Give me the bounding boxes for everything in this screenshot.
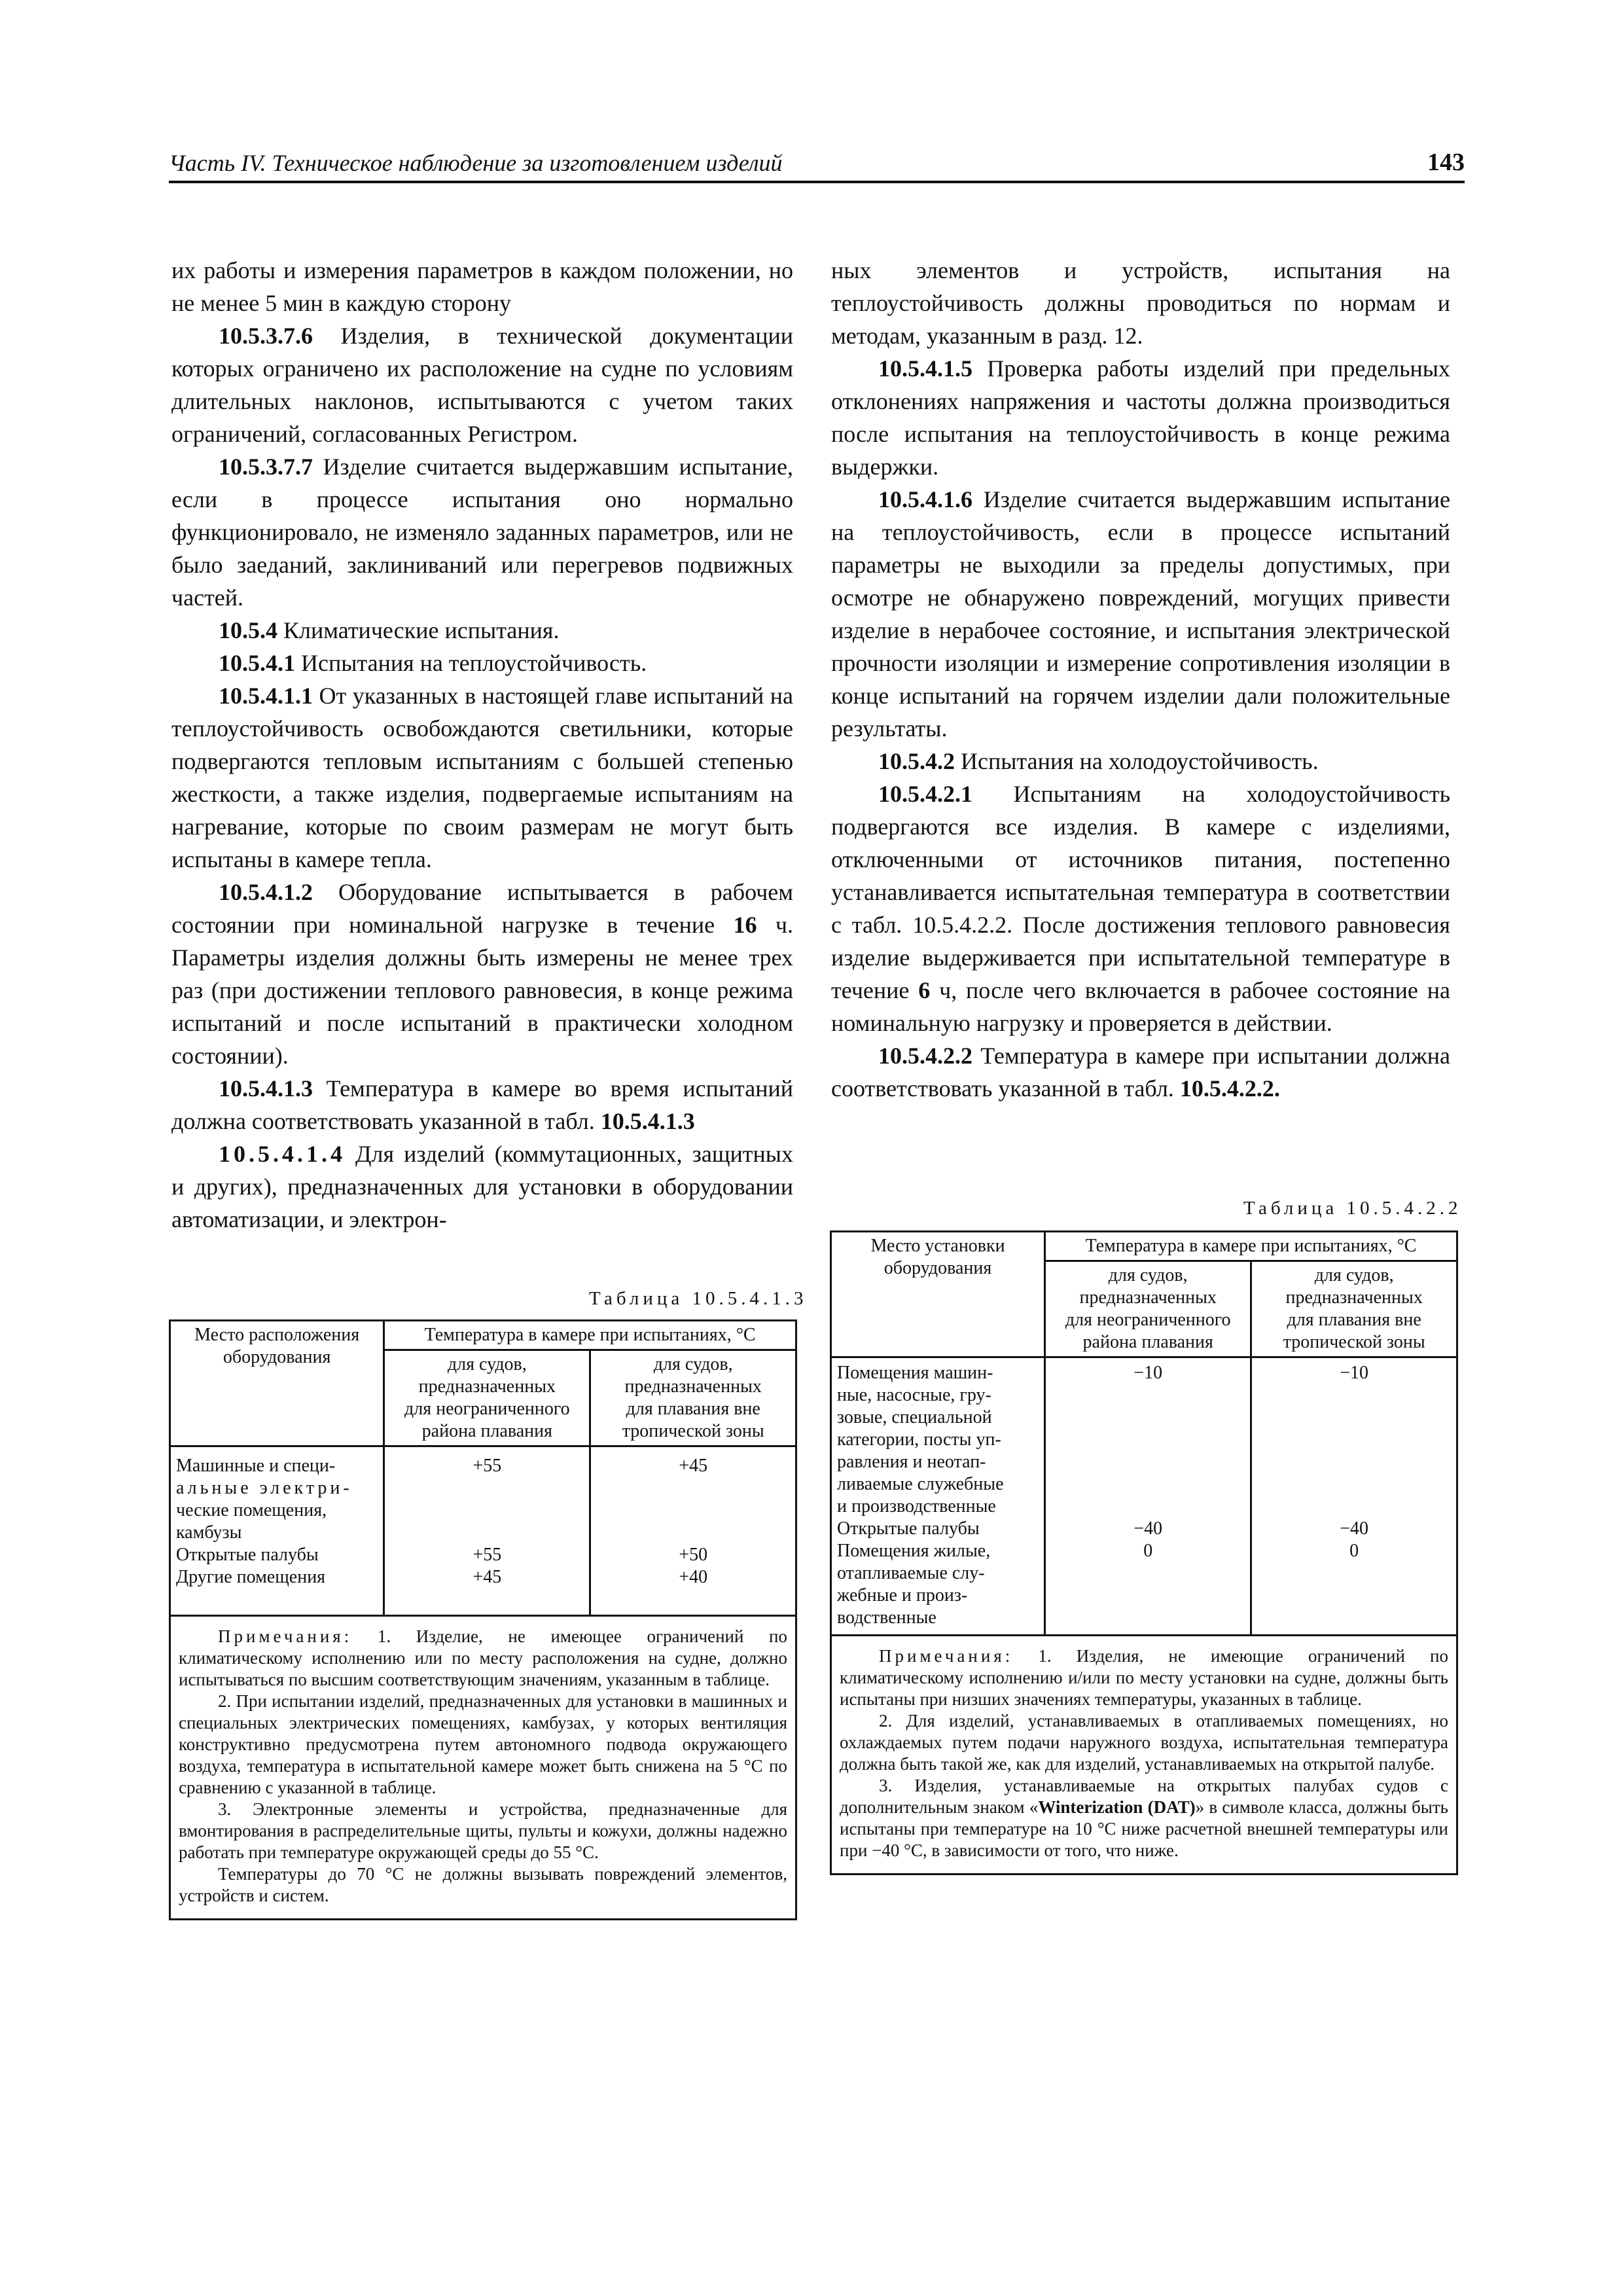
table-row: ливаемые служебные — [837, 1474, 1004, 1494]
table2-values-b: −10 −40 0 — [1251, 1357, 1457, 1636]
table-row: водственные — [837, 1607, 936, 1628]
paragraph: 10.5.4.1.1 От указанных в настоящей главе испытаний на теплоустойчивость освобождаются светильники, которые подвергаются тепловым испытаниям с большей степенью жесткости, а также изделия, подвергаемые испытаниям на нагревание, которые по своим размерам не могут быть испытаны в камере тепла. — [171, 683, 793, 872]
table2-subheader-b: для судов, предназначенных для плавания вне тропической зоны — [1251, 1261, 1457, 1357]
table1-notes: Примечания: 1. Изделие, не имеющее ограничений по климатическому исполнению или по месту расположения на судне, должно испытываться по высшим соответствующим значениям, указанным в таблице. 2. При испытании изделий, предназначенных для установки в машинных и специальных электрических помещениях, камбузах, у которых вентиляция конструктивно предусмотрена путем автономного подвода окружающего воздуха, температура в испытательной камере может быть снижена на 5 °С по сравнению с указанной в таблице. 3. Электронные элементы и устройства, предназначенные для вмонтирования в распределительные щиты, пульты и кожухи, должны надежно работать при температуре окружающей среды до 55 °С. Температуры до 70 °С не должны вызывать повреждений элементов, устройств и систем. — [170, 1616, 796, 1920]
table-row: Помещения жилые, — [837, 1541, 991, 1561]
header-title: Часть IV. Техническое наблюдение за изготовлением изделий — [169, 150, 783, 176]
table-row: ные, насосные, гру- — [837, 1385, 991, 1405]
table1-values-b: +45 +50 +40 — [590, 1446, 796, 1616]
table-row: отапливаемые слу- — [837, 1563, 985, 1583]
table2-notes: Примечания: 1. Изделия, не имеющие ограничений по климатическому исполнению и/или по месту установки на судне, должны быть испытаны при низших значениях температуры, указанных в таблице. 2. Для изделий, устанавливаемых в отапливаемых помещениях, но охлаждаемых путем подачи наружного воздуха, испытательная температура должна быть такой же, как для изделий, устанавливаемых на открытой палубе. 3. Изделия, устанавливаемые на открытых палубах судов с дополнительным знаком «Winterization (DAT)» в символе класса, должны быть испытаны при температуре на 10 °С ниже расчетной внешней температуры или при −40 °С, в зависимости от того, что ниже. — [831, 1636, 1457, 1874]
paragraph: ных элементов и устройств, испытания на теплоустойчивость должны проводиться по нормам и методам, указанным в разд. 12. — [831, 257, 1450, 349]
table2 — [830, 1230, 1458, 1875]
table1-col1-header: Место расположения оборудования — [170, 1321, 384, 1446]
paragraph: их работы и измерения параметров в каждом положении, но не менее 5 мин в каждую сторону — [171, 257, 793, 316]
table1-group-header: Температура в камере при испытаниях, °С — [384, 1321, 796, 1350]
paragraph: 10.5.4.1.3 Температура в камере во время испытаний должна соответствовать указанной в табл. 10.5.4.1.3 — [171, 1075, 793, 1134]
table-row: камбузы — [176, 1522, 242, 1543]
table-row: ческие помещения, — [176, 1500, 327, 1520]
paragraph: 10.5.4.1.2 Оборудование испытывается в рабочем состоянии при номинальной нагрузке в течение 16 ч. Параметры изделия должны быть измерены не менее трех раз (при достижении теплового равновесия, в конце режима испытаний и после испытаний в практически холодном состоянии). — [171, 879, 793, 1069]
table-row: Открытые палубы — [837, 1518, 980, 1539]
table1-caption: Таблица 10.5.4.1.3 — [589, 1288, 808, 1309]
subsection-heading: 10.5.4.2 Испытания на холодоустойчивость. — [878, 748, 1319, 774]
table1-subheader-b: для судов, предназначенных для плавания вне тропической зоны — [590, 1350, 796, 1446]
page-header — [169, 145, 1465, 183]
right-column — [831, 254, 1450, 1105]
table1 — [169, 1319, 797, 1920]
table2-locations — [831, 1357, 1045, 1636]
table-row: Машинные и специ- — [176, 1456, 336, 1476]
table1-subheader-a: для судов, предназначенных для неограниченного района плавания — [384, 1350, 590, 1446]
table2-caption: Таблица 10.5.4.2.2 — [1243, 1198, 1462, 1219]
table2-subheader-a: для судов, предназначенных для неограниченного района плавания — [1045, 1261, 1251, 1357]
table2-group-header: Температура в камере при испытаниях, °С — [1045, 1232, 1457, 1261]
page-number: 143 — [1427, 149, 1465, 176]
section-heading: 10.5.4 Климатические испытания. — [219, 617, 560, 643]
table-row: жебные и произ- — [837, 1585, 968, 1605]
paragraph: 10.5.3.7.7 Изделие считается выдержавшим испытание, если в процессе испытания оно нормально функционировало, не изменяло заданных параметров, или не было заеданий, заклиниваний или перегревов подвижных частей. — [171, 454, 793, 611]
table2-values-a: −10 −40 0 — [1045, 1357, 1251, 1636]
table1-values-a: +55 +55 +45 — [384, 1446, 590, 1616]
paragraph: 10.5.4.1.4 Для изделий (коммутационных, защитных и других), предназначенных для установки в оборудовании автоматизации, и электрон- — [171, 1141, 793, 1232]
paragraph: 10.5.4.1.5 Проверка работы изделий при предельных отклонениях напряжения и частоты должна производиться после испытания на теплоустойчивость в конце режима выдержки. — [831, 355, 1450, 480]
table-row: Помещения машин- — [837, 1363, 993, 1383]
table-row: Другие помещения — [176, 1567, 326, 1587]
table-row: альные электри- — [176, 1478, 353, 1498]
table-row: категории, посты уп- — [837, 1429, 1001, 1450]
table2-col1-header: Место установки оборудования — [831, 1232, 1045, 1357]
paragraph: 10.5.4.2.1 Испытаниям на холодоустойчивость подвергаются все изделия. В камере с изделиями, отключенными от источников питания, постепенно устанавливается испытательная температура в соответствии с табл. 10.5.4.2.2. После достижения теплового равновесия изделие выдерживается при испытательной температуре в течение 6 ч, после чего включается в рабочее состояние на номинальную нагрузку и проверяется в действии. — [831, 781, 1450, 1036]
table1-locations — [170, 1446, 384, 1616]
table-row: и производственные — [837, 1496, 996, 1516]
paragraph: 10.5.4.1.6 Изделие считается выдержавшим испытание на теплоустойчивость, если в процессе испытаний параметры не выходили за пределы допустимых, при осмотре не обнаружено повреждений, могущих привести изделие в нерабочее состояние, и испытания электрической прочности изоляции и измерение сопротивления изоляции в конце испытаний на горячем изделии дали положительные результаты. — [831, 486, 1450, 742]
table-row: Открытые палубы — [176, 1545, 319, 1565]
table-row: равления и неотап- — [837, 1452, 986, 1472]
left-column — [171, 254, 793, 1236]
paragraph: 10.5.4.2.2 Температура в камере при испытании должна соответствовать указанной в табл. 10.5.4.2.2. — [831, 1043, 1450, 1102]
paragraph: 10.5.3.7.6 Изделия, в технической документации которых ограничено их расположение на судне по условиям длительных наклонов, испытываются с учетом таких ограничений, согласованных Регистром. — [171, 323, 793, 447]
table-row: зовые, специальной — [837, 1407, 992, 1427]
subsection-heading: 10.5.4.1 Испытания на теплоустойчивость. — [219, 650, 647, 676]
